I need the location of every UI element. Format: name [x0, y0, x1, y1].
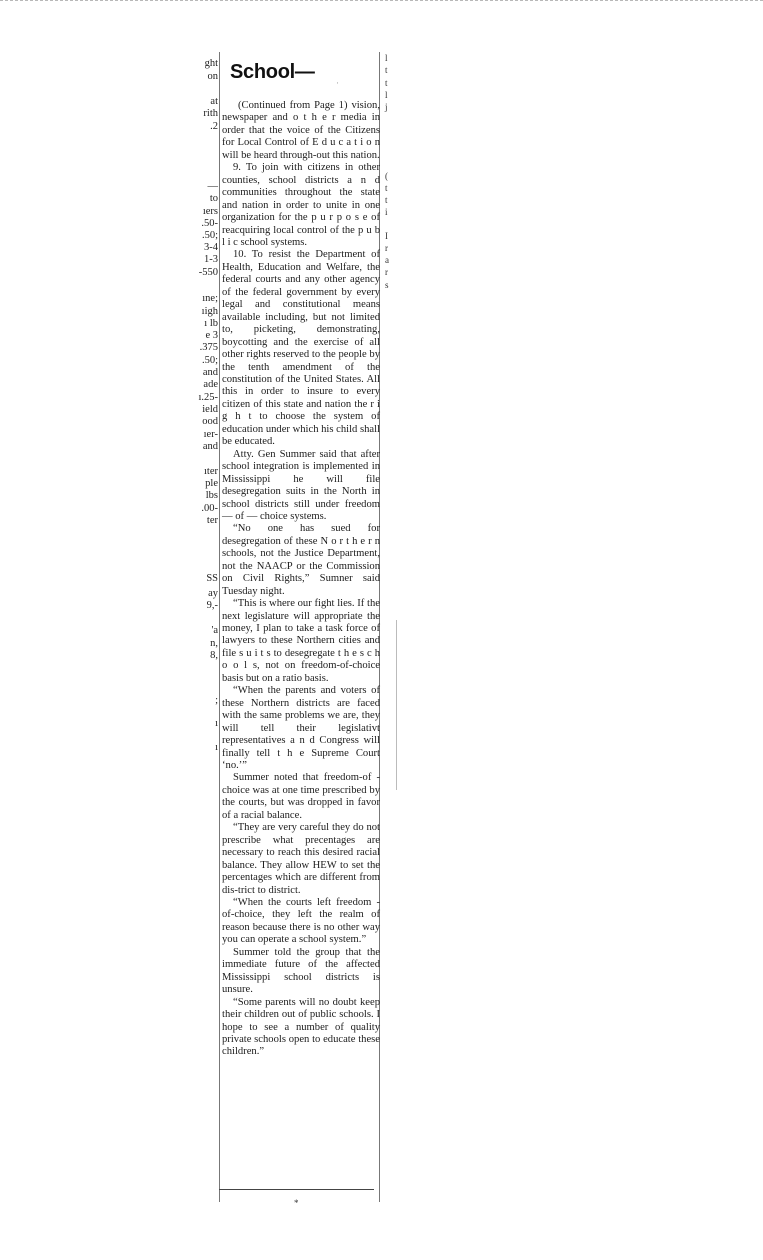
article-paragraph: “They are very careful they do not prescribe what precentages are necessary to reach this desired racial balance. They allow HEW to set the percentages which are different from dis-trict to district.	[222, 822, 380, 896]
left-column-fragment: rith	[203, 108, 218, 119]
left-column-fragment: .50;	[201, 230, 218, 241]
headline-smudge-mark: ·	[336, 78, 339, 88]
right-column-fragment: l	[385, 53, 388, 63]
right-column-fragment: t	[385, 183, 388, 193]
right-column-fragment: r	[385, 243, 388, 253]
left-column-fragment: —	[207, 181, 218, 192]
left-column-fragment: ıter	[204, 466, 218, 477]
left-column-fragment: .375	[199, 342, 218, 353]
left-column-fragment: ade	[203, 379, 218, 390]
right-column-fragment: t	[385, 65, 388, 75]
right-column-fragment: I	[385, 231, 388, 241]
left-column-fragment: ı.25-	[198, 392, 218, 403]
article-paragraph: 9. To join with citizens in other counties, school districts a n d communities throughout the state and nation in order to unite in one organization for the p u r p o s e of reacquiring local control of the p u b l i c school systems.	[222, 162, 380, 248]
article-paragraph: “This is where our fight lies. If the next legislature will appropriate the money, I plan to take a task force of lawyers to these Northern cities and file s u i t s to desegregate t h e s c h o o l s, not on freedom-of-choice basis but on a ratio basis.	[222, 598, 380, 684]
article	[222, 56, 380, 1059]
right-column-fragment: t	[385, 78, 388, 88]
left-column-fragment: ıigh	[201, 306, 218, 317]
left-column-fragment: 8,	[210, 650, 218, 661]
left-column-fragment: ;	[215, 695, 218, 706]
left-column-fragment: lbs	[205, 490, 218, 501]
article-paragraph: “No one has sued for desegregation of these N o r t h e r n schools, not the Justice Department, not the NAACP or the Commission on Civil Rights,” Sumner said Tuesday night.	[222, 523, 380, 597]
article-headline: School—	[230, 61, 315, 83]
left-column-fragment: ter	[206, 515, 218, 526]
left-column-fragment: .2	[210, 121, 218, 132]
left-column-fragment: ield	[202, 404, 218, 415]
article-paragraph: Summer told the group that the immediate future of the affected Mississippi school districts is unsure.	[222, 946, 380, 996]
right-column-fragment: (	[385, 171, 388, 181]
left-column-fragment: at	[210, 96, 218, 107]
left-column-rule	[219, 52, 220, 1202]
left-column-fragment: ı	[215, 742, 218, 753]
article-paragraph: “When the parents and voters of these Northern districts are faced with the same problems we are, they will tell their legislativt representatives a n d Congress will finally tell t h e Supreme Court ‘no.’”	[222, 685, 380, 772]
top-dashed-border	[0, 0, 763, 3]
right-column-fragment: r	[385, 267, 388, 277]
left-column-fragment: .00-	[201, 503, 218, 514]
left-column-fragment: 9,-	[206, 600, 218, 611]
left-column-fragment: e 3	[205, 330, 218, 341]
article-body	[222, 100, 380, 1059]
left-column-fragment: and	[202, 367, 218, 378]
left-column-fragment: 3-4	[204, 242, 218, 253]
article-paragraph: Summer noted that freedom-of - choice was at one time prescribed by the courts, but was dropped in favor of a racial balance.	[222, 772, 380, 821]
left-column-fragment: ay	[208, 588, 218, 599]
article-end-mark: *	[294, 1198, 299, 1208]
right-column-fragment: s	[385, 280, 389, 290]
left-column-fragment: .50-	[201, 218, 218, 229]
left-column-fragment: -550	[198, 267, 218, 278]
article-paragraph: 10. To resist the Department of Health, Education and Welfare, the federal courts and any other agency of the federal government by every legal and constitutional means available including, but not limited to, picketing, demonstrating, boycotting and the exercise of all other rights reserved to the people by the tenth amendment of the constitution of the United States. All this in order to insure to every citizen of this state and nation the r i g h t to choose the system of education under which his child shall be educated.	[222, 249, 380, 448]
left-column-fragment: .50;	[201, 355, 218, 366]
article-end-rule	[219, 1189, 374, 1190]
left-column-fragment: ı	[215, 718, 218, 729]
article-paragraph: “Some parents will no doubt keep their children out of public schools. I hope to see a number of quality private schools open to educate these children.”	[222, 996, 380, 1058]
article-paragraph: (Continued from Page 1) vision, newspaper and o t h e r media in order that the voice of the Citizens for Local Control of E d u c a t i o n will be heard through-out this nation.	[222, 100, 380, 161]
right-column-fragment: j	[385, 102, 388, 112]
left-column-fragment: ple	[205, 478, 218, 489]
left-column-fragment: ood	[202, 416, 218, 427]
left-column-fragment: on	[207, 71, 218, 82]
left-column-fragment: ıers	[202, 206, 218, 217]
left-column-fragment: SS	[206, 573, 218, 584]
left-column-fragment: ı lb	[204, 318, 218, 329]
right-column-fragment: l	[385, 90, 388, 100]
left-column-fragment: 'a	[211, 625, 218, 636]
article-paragraph: “When the courts left freedom -of-choice, they left the realm of reason because there is no other way you can operate a school system.”	[222, 897, 380, 946]
left-column-fragment: ıer-	[203, 429, 218, 440]
far-right-faint-rule	[396, 620, 397, 790]
left-column-fragment: ght	[204, 58, 218, 69]
right-column-fragment: t	[385, 195, 388, 205]
left-column-fragment: n,	[210, 638, 218, 649]
left-column-fragment: ıne;	[202, 293, 218, 304]
right-column-fragment: i	[385, 207, 388, 217]
article-paragraph: Atty. Gen Summer said that after school integration is implemented in Mississippi he will file desegregation suits in the North in school districts still under freedom — of — choice systems.	[222, 448, 380, 522]
right-column-fragment: a	[385, 255, 389, 265]
left-column-fragment: 1-3	[204, 254, 218, 265]
left-column-fragment: to	[209, 193, 218, 204]
left-column-fragment: and	[202, 441, 218, 452]
